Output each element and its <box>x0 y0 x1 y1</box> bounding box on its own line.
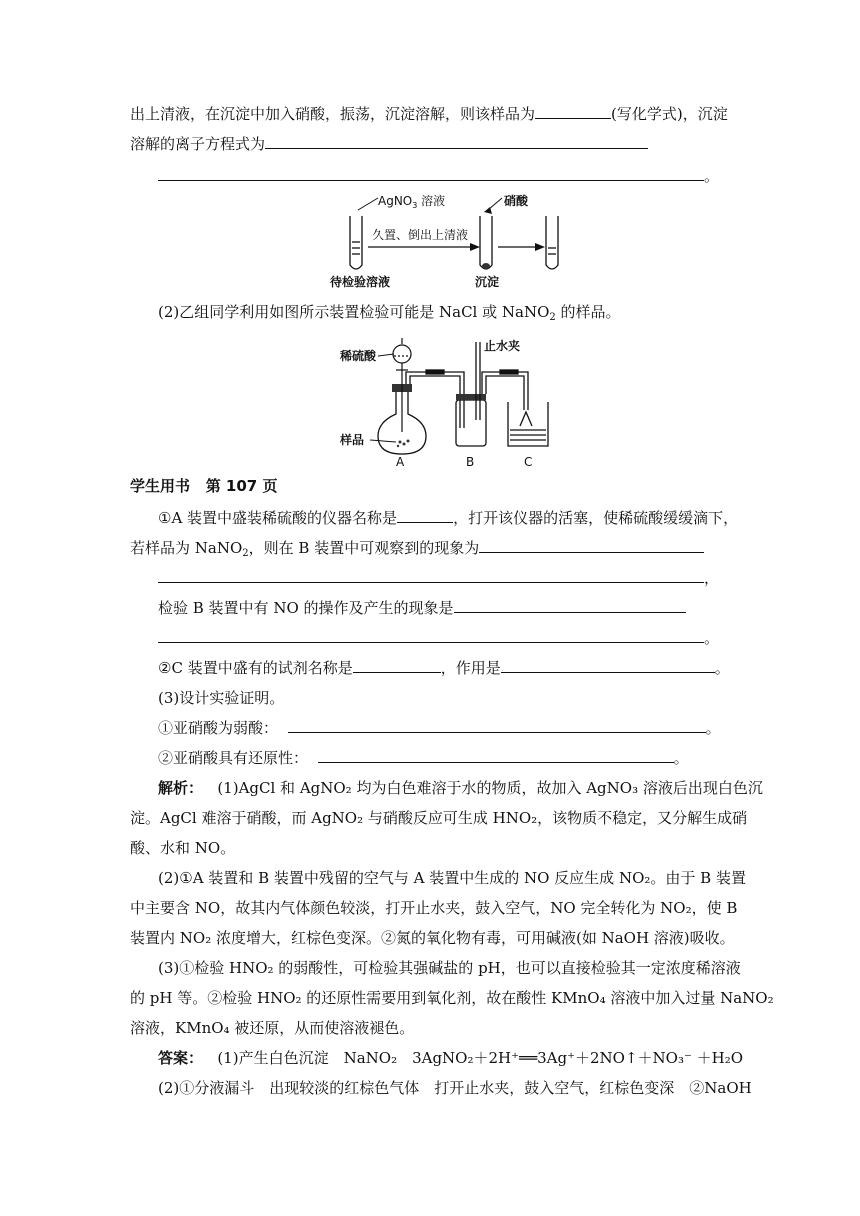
q1-text: 溶解的离子方程式为 <box>130 135 266 153</box>
page-reference <box>130 476 277 496</box>
q3-text: ②亚硝酸具有还原性： <box>158 749 309 767</box>
page-ref-page: 第 107 页 <box>205 477 278 495</box>
analysis-p3-l2: 的 pH 等。②检验 HNO₂ 的还原性需要用到氧化剂，故在酸性 KMnO₄ 溶液中加入过量 NaNO₂ <box>130 989 774 1007</box>
q2-text: ①A 装置中盛装稀硫酸的仪器名称是 <box>158 509 398 527</box>
q2-item-1-cont: 若样品为 NaNO$_2$，则在 B 装置中可观察到的现象为 <box>130 538 704 558</box>
figure-apparatus <box>340 332 570 468</box>
analysis-p3-l1: (3)①检验 HNO₂ 的弱酸性，可检验其强碱盐的 pH，也可以直接检验其一定浓度稀溶液 <box>158 959 741 977</box>
q1-line-2 <box>130 134 648 154</box>
label-dilute-sulfuric-acid: 稀硫酸 <box>340 349 377 363</box>
precipitate-dots <box>482 263 490 269</box>
subscript: 2 <box>549 312 556 323</box>
analysis-p2-l3: 装置内 NO₂ 浓度增大，红棕色变深。②氮的氧化物有毒，可用碱液(如 NaOH 溶液)吸收。 <box>130 929 735 947</box>
q2-item-2 <box>158 658 730 678</box>
punctuation: 。 <box>673 749 689 767</box>
punctuation: 。 <box>705 719 721 737</box>
label-precipitate: 沉淀 <box>475 275 500 289</box>
q3-title: (3)设计实验证明。 <box>158 689 285 707</box>
answer-blank-function[interactable] <box>501 658 715 673</box>
punctuation: ， <box>704 569 720 587</box>
answer-text: (1)产生白色沉淀 NaNO₂ 3AgNO₂＋2H⁺══3Ag⁺＋2NO↑＋NO₃⁻ ＋H₂O <box>217 1049 744 1067</box>
label-b: B <box>466 455 475 468</box>
q1-text: 出上清液，在沉淀中加入硝酸，振荡，沉淀溶解，则该样品为 <box>130 105 536 123</box>
label-nitric: 硝酸 <box>504 194 529 208</box>
q1-line-3 <box>158 166 719 186</box>
q2-item-1-cont2 <box>158 568 719 588</box>
q2-item-1 <box>158 508 738 528</box>
answer-blank-reducibility[interactable] <box>318 748 674 763</box>
answer-blank-no-check[interactable] <box>454 598 686 613</box>
answer-label: 答案： <box>158 1049 204 1067</box>
label-c: C <box>524 455 533 468</box>
answer-blank-formula[interactable] <box>535 104 611 119</box>
q2-intro-text: (2)乙组同学利用如图所示装置检验可能是 NaCl 或 NaNO <box>158 303 550 321</box>
q1-line-1 <box>130 104 728 124</box>
analysis-label: 解析： <box>158 779 204 797</box>
page-ref-book: 学生用书 <box>130 477 191 495</box>
analysis-p2-l2: 中主要含 NO，故其内气体颜色较淡，打开止水夹，鼓入空气，NO 完全转化为 NO₂，使 B <box>130 899 738 917</box>
q2-item-nocheck <box>158 598 686 618</box>
test-tube-1 <box>350 216 362 269</box>
label-water-clamp: 止水夹 <box>484 339 521 353</box>
q3-b <box>158 748 689 768</box>
label-sample: 样品 <box>340 433 365 447</box>
q3-text: ①亚硝酸为弱酸： <box>158 719 279 737</box>
analysis-p2-l1: (2)①A 装置和 B 装置中残留的空气与 A 装置中生成的 NO 反应生成 NO₂。由于 B 装置 <box>158 869 746 887</box>
q2-text: ，打开该仪器的活塞，使稀硫酸缓缓滴下， <box>453 509 739 527</box>
q2-text: 检验 B 装置中有 NO 的操作及产生的现象是 <box>158 599 454 617</box>
analysis-p1-l2: 淀。AgCl 难溶于硝酸，而 AgNO₂ 与硝酸反应可生成 HNO₂，该物质不稳定，又分解生成硝 <box>130 809 748 827</box>
q1-text: (写化学式)，沉淀 <box>611 105 728 123</box>
q2-text: ②C 装置中盛有的试剂名称是 <box>158 659 353 677</box>
analysis-text: (1)AgCl 和 AgNO₂ 均为白色难溶于水的物质，故加入 AgNO₃ 溶液后出现白色沉 <box>217 779 763 797</box>
punctuation: 。 <box>704 629 720 647</box>
punctuation: 。 <box>714 659 730 677</box>
answer-blank-equation-cont[interactable] <box>158 166 704 181</box>
q2-intro-text: 的样品。 <box>555 303 621 321</box>
answer-blank-phenomenon-cont[interactable] <box>158 568 704 583</box>
q2-intro <box>158 302 621 322</box>
answer-l2: (2)①分液漏斗 出现较淡的红棕色气体 打开止水夹，鼓入空气，红棕色变深 ②NaOH <box>158 1079 752 1097</box>
label-step: 久置、倒出上清液 <box>372 228 469 242</box>
label-a: A <box>396 455 405 468</box>
q3-a <box>158 718 721 738</box>
answer-blank-reagent[interactable] <box>353 658 441 673</box>
test-tube-3 <box>546 216 558 269</box>
figure-test-tubes <box>320 190 580 290</box>
analysis-p3-l3: 溶液，KMnO₄ 被还原，从而使溶液褪色。 <box>130 1019 415 1037</box>
answer-blank-equation[interactable] <box>265 134 648 149</box>
label-agno3: AgNO$_3$ 溶液 <box>378 194 446 210</box>
answer-blank-no-check-cont[interactable] <box>158 628 704 643</box>
answer-blank-phenomenon[interactable] <box>479 538 704 553</box>
q2-text: ，作用是 <box>440 659 501 677</box>
answer-blank-weak-acid[interactable] <box>288 718 706 733</box>
analysis-p1-l3: 酸、水和 NO。 <box>130 839 236 857</box>
answer-blank-instrument[interactable] <box>397 508 453 523</box>
q2-text: ，则在 B 装置中可观察到的现象为 <box>248 539 480 557</box>
test-tube-2 <box>480 216 492 269</box>
punctuation: 。 <box>704 167 720 185</box>
q2-item-nocheck-cont <box>158 628 719 648</box>
answer-l1 <box>158 1048 743 1068</box>
q2-text: 若样品为 NaNO <box>130 539 243 557</box>
analysis-p1-l1 <box>158 778 763 798</box>
label-test-solution: 待检验溶液 <box>330 275 391 289</box>
